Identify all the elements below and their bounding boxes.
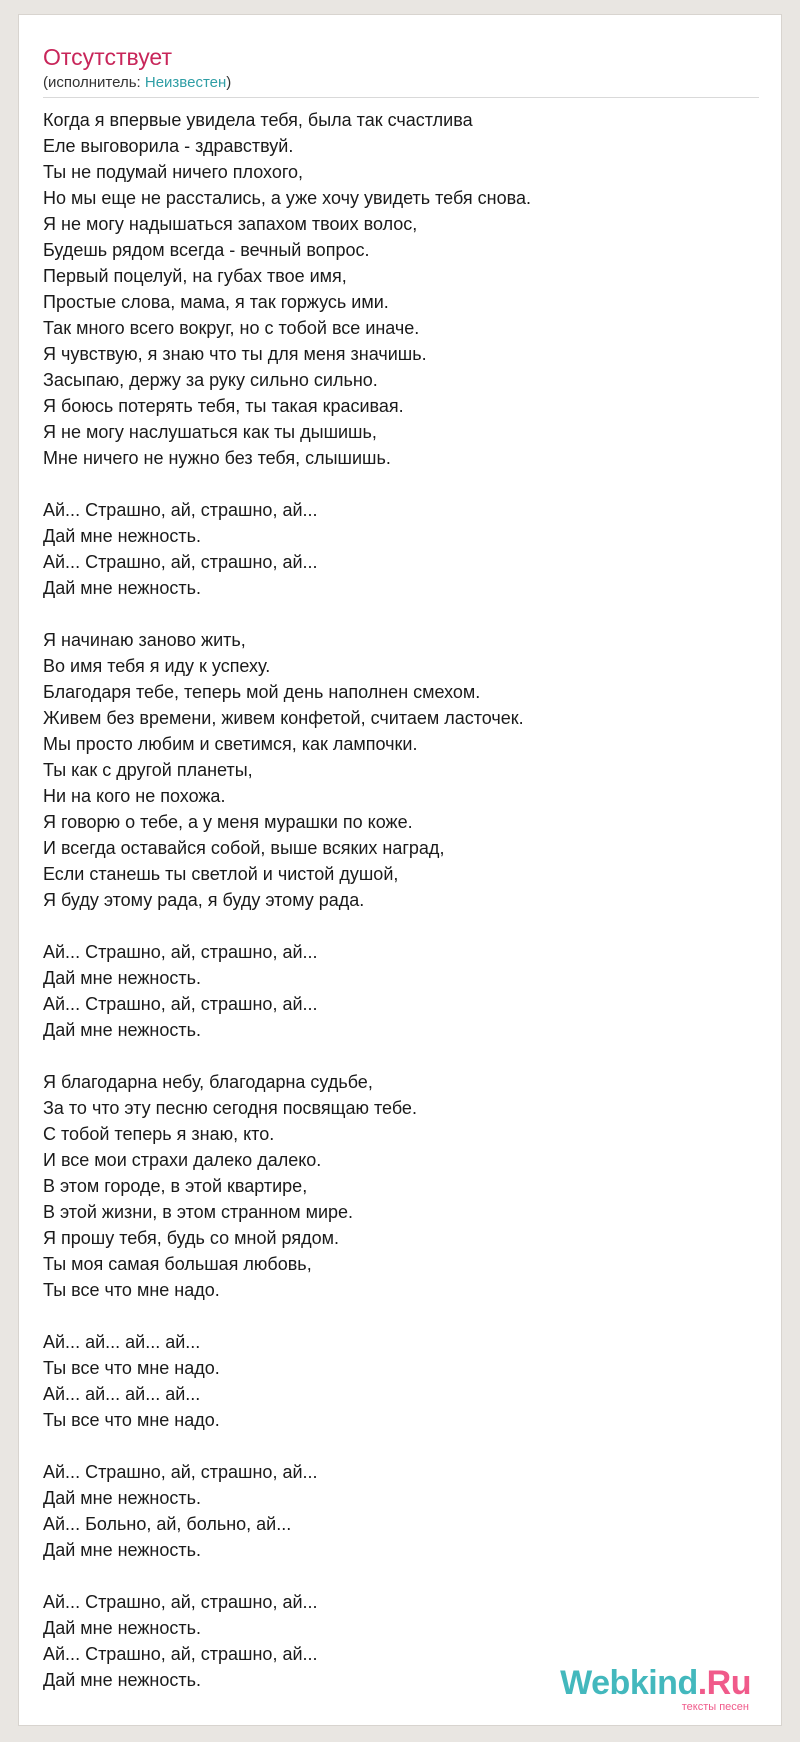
lyric-line: Так много всего вокруг, но с тобой все иначе. [43,318,420,338]
lyric-line: Во имя тебя я иду к успеху. [43,656,271,676]
lyric-line: Ты не подумай ничего плохого, [43,162,304,182]
performer-suffix: ) [226,74,232,91]
lyric-line: Мы просто любим и светимся, как лампочки. [43,734,418,754]
lyrics-stanza [43,107,763,471]
logo-tld: .Ru [697,1664,751,1702]
lyric-line: Дай мне нежность. [43,1020,201,1040]
lyric-line: И всегда оставайся собой, выше всяких наград, [43,838,445,858]
lyric-line: Еле выговорила - здравствуй. [43,136,294,156]
lyric-line: Ни на кого не похожа. [43,786,226,806]
lyric-line: Я благодарна небу, благодарна судьбе, [43,1072,373,1092]
lyric-line: Ты моя самая большая любовь, [43,1254,312,1274]
lyric-line: Ай... Страшно, ай, страшно, ай... [43,1462,318,1482]
lyric-line: Я не могу надышаться запахом твоих волос, [43,214,418,234]
lyric-line: За то что эту песню сегодня посвящаю тебе. [43,1098,417,1118]
lyric-line: Дай мне нежность. [43,526,201,546]
lyric-line: Дай мне нежность. [43,1618,201,1638]
lyric-line: Ты все что мне надо. [43,1280,220,1300]
lyric-line: Я прошу тебя, будь со мной рядом. [43,1228,339,1248]
lyric-line: Ты все что мне надо. [43,1358,220,1378]
performer-line [43,73,231,93]
logo-tagline: тексты песен [681,1701,749,1713]
lyric-line: Мне ничего не нужно без тебя, слышишь. [43,448,391,468]
lyric-line: Ай... ай... ай... ай... [43,1384,201,1404]
lyric-line: Я говорю о тебе, а у меня мурашки по коже. [43,812,413,832]
lyric-line: Я чувствую, я знаю что ты для меня значишь. [43,344,427,364]
lyric-line: В этом городе, в этой квартире, [43,1176,308,1196]
lyric-line: Дай мне нежность. [43,968,201,988]
lyric-line: Ай... Больно, ай, больно, ай... [43,1514,292,1534]
lyric-line: Ты все что мне надо. [43,1410,220,1430]
lyric-line: Я начинаю заново жить, [43,630,246,650]
song-title: Отсутствует [43,44,172,70]
lyric-line: Дай мне нежность. [43,578,201,598]
lyric-line: Благодаря тебе, теперь мой день наполнен смехом. [43,682,481,702]
lyric-line: Первый поцелуй, на губах твое имя, [43,266,347,286]
lyric-line: Я буду этому рада, я буду этому рада. [43,890,365,910]
lyrics-stanza [43,497,763,601]
lyric-line: Ай... Страшно, ай, страшно, ай... [43,994,318,1014]
lyric-line: Живем без времени, живем конфетой, считаем ласточек. [43,708,524,728]
lyric-line: Ай... Страшно, ай, страшно, ай... [43,1592,318,1612]
lyric-line: Будешь рядом всегда - вечный вопрос. [43,240,370,260]
title-divider [43,97,759,98]
lyric-line: Дай мне нежность. [43,1540,201,1560]
lyrics-stanza [43,627,763,913]
lyric-line: В этой жизни, в этом странном мире. [43,1202,354,1222]
logo-wordmark [560,1665,751,1701]
lyric-line: Но мы еще не расстались, а уже хочу увидеть тебя снова. [43,188,531,208]
lyrics-stanza [43,1069,763,1303]
lyric-line: Ай... Страшно, ай, страшно, ай... [43,1644,318,1664]
lyric-line: Ай... ай... ай... ай... [43,1332,201,1352]
logo-brand: Webkind [560,1664,698,1702]
lyric-line: Простые слова, мама, я так горжусь ими. [43,292,389,312]
lyrics-stanza [43,939,763,1043]
performer-link[interactable]: Неизвестен [144,74,227,91]
lyrics-body [43,107,763,1719]
lyric-line: Ты как с другой планеты, [43,760,253,780]
lyric-line: Ай... Страшно, ай, страшно, ай... [43,552,318,572]
performer-prefix: (исполнитель: [43,74,145,91]
lyric-line: Я не могу наслушаться как ты дышишь, [43,422,377,442]
lyric-line: Засыпаю, держу за руку сильно сильно. [43,370,378,390]
lyric-line: Ай... Страшно, ай, страшно, ай... [43,500,318,520]
lyric-line: С тобой теперь я знаю, кто. [43,1124,275,1144]
lyric-line: Когда я впервые увидела тебя, была так счастлива [43,110,473,130]
lyric-line: Если станешь ты светлой и чистой душой, [43,864,399,884]
lyric-line: Дай мне нежность. [43,1488,201,1508]
lyrics-stanza [43,1459,763,1563]
lyric-line: И все мои страхи далеко далеко. [43,1150,322,1170]
lyric-line: Ай... Страшно, ай, страшно, ай... [43,942,318,962]
lyrics-card [18,14,782,1726]
webkind-logo[interactable] [560,1665,751,1713]
lyric-line: Дай мне нежность. [43,1670,201,1690]
lyric-line: Я боюсь потерять тебя, ты такая красивая. [43,396,404,416]
lyrics-stanza [43,1329,763,1433]
